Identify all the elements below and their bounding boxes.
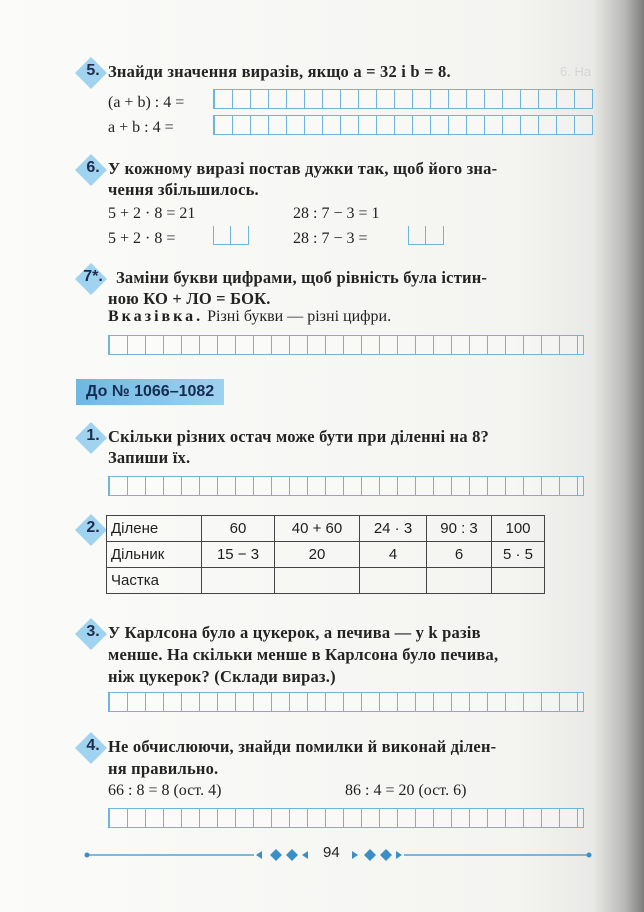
answer-grid[interactable] — [108, 808, 584, 828]
expression-2: a + b : 4 = — [108, 119, 174, 136]
section-header: До № 1066–1082 — [76, 379, 224, 405]
table-cell: 6 — [427, 542, 492, 568]
answer-grid[interactable] — [108, 692, 584, 712]
row-header: Частка — [107, 568, 202, 594]
answer-grid[interactable] — [213, 115, 593, 135]
table-row — [107, 568, 545, 594]
task-text-line: У Карлсона було a цукерок, а печива — у k разів — [108, 623, 481, 642]
table-cell: 24 · 3 — [360, 516, 427, 542]
hint — [108, 308, 391, 326]
expression: 5 + 2 · 8 = 21 — [108, 205, 196, 222]
row-header: Ділене — [107, 516, 202, 542]
answer-grid[interactable] — [213, 89, 593, 109]
table-cell: 40 + 60 — [275, 516, 360, 542]
answer-cell[interactable] — [360, 568, 427, 594]
expression: 5 + 2 · 8 = — [108, 230, 176, 247]
answer-cell[interactable] — [492, 568, 545, 594]
task-text-line: чення збільшилось. — [108, 180, 259, 199]
expression: 86 : 4 = 20 (ост. 6) — [345, 782, 467, 799]
answer-grid[interactable] — [108, 335, 584, 355]
task-text-line: ною КО + ЛО = БОК. — [108, 289, 271, 308]
table-row — [107, 516, 545, 542]
hint-label: Вказівка. — [108, 308, 204, 325]
table-row — [107, 542, 545, 568]
table-cell: 60 — [202, 516, 275, 542]
task-text: Знайди значення виразів, якщо a = 32 і b = 8. — [108, 62, 451, 81]
answer-cell[interactable] — [275, 568, 360, 594]
table-cell: 100 — [492, 516, 545, 542]
expression: 28 : 7 − 3 = 1 — [293, 205, 380, 222]
task-text-line: Запиши їх. — [108, 448, 191, 467]
hint-text: Різні букви — різні цифри. — [207, 308, 392, 325]
task-number: 3. — [86, 623, 100, 640]
task-text-line: Заміни букви цифрами, щоб рівність була істин- — [116, 268, 488, 287]
show-through-text: 6. На — [560, 64, 592, 79]
task-number: 1. — [86, 427, 100, 444]
task-number: 2. — [86, 519, 100, 536]
division-table — [106, 515, 545, 594]
table-cell: 4 — [360, 542, 427, 568]
expression-1: (a + b) : 4 = — [108, 94, 185, 111]
task-text-line: Скільки різних остач може бути при діленні на 8? — [108, 427, 490, 446]
table-cell: 15 − 3 — [202, 542, 275, 568]
task-text-line: У кожному виразі постав дужки так, щоб його зна- — [108, 159, 498, 178]
table-cell: 90 : 3 — [427, 516, 492, 542]
answer-cell[interactable] — [202, 568, 275, 594]
table-cell: 5 · 5 — [492, 542, 545, 568]
task-text-line: менше. На скільки менше в Карлсона було печива, — [108, 645, 499, 664]
answer-cell[interactable] — [427, 568, 492, 594]
task-text-line: Не обчислюючи, знайди помилки й виконай ділен- — [108, 737, 497, 756]
task-text-line: ніж цукерок? (Склади вираз.) — [108, 667, 336, 686]
answer-box[interactable] — [408, 226, 444, 245]
task-text-line: ня правильно. — [108, 759, 219, 778]
task-number: 5. — [86, 62, 100, 79]
task-number: 4. — [86, 737, 100, 754]
task-number: 7*. — [83, 268, 103, 285]
answer-grid[interactable] — [108, 476, 584, 496]
expression: 28 : 7 − 3 = — [293, 230, 368, 247]
answer-box[interactable] — [213, 226, 249, 245]
expression: 66 : 8 = 8 (ост. 4) — [108, 782, 222, 799]
row-header: Дільник — [107, 542, 202, 568]
table-cell: 20 — [275, 542, 360, 568]
page-number: 94 — [323, 844, 340, 861]
task-number: 6. — [86, 159, 100, 176]
